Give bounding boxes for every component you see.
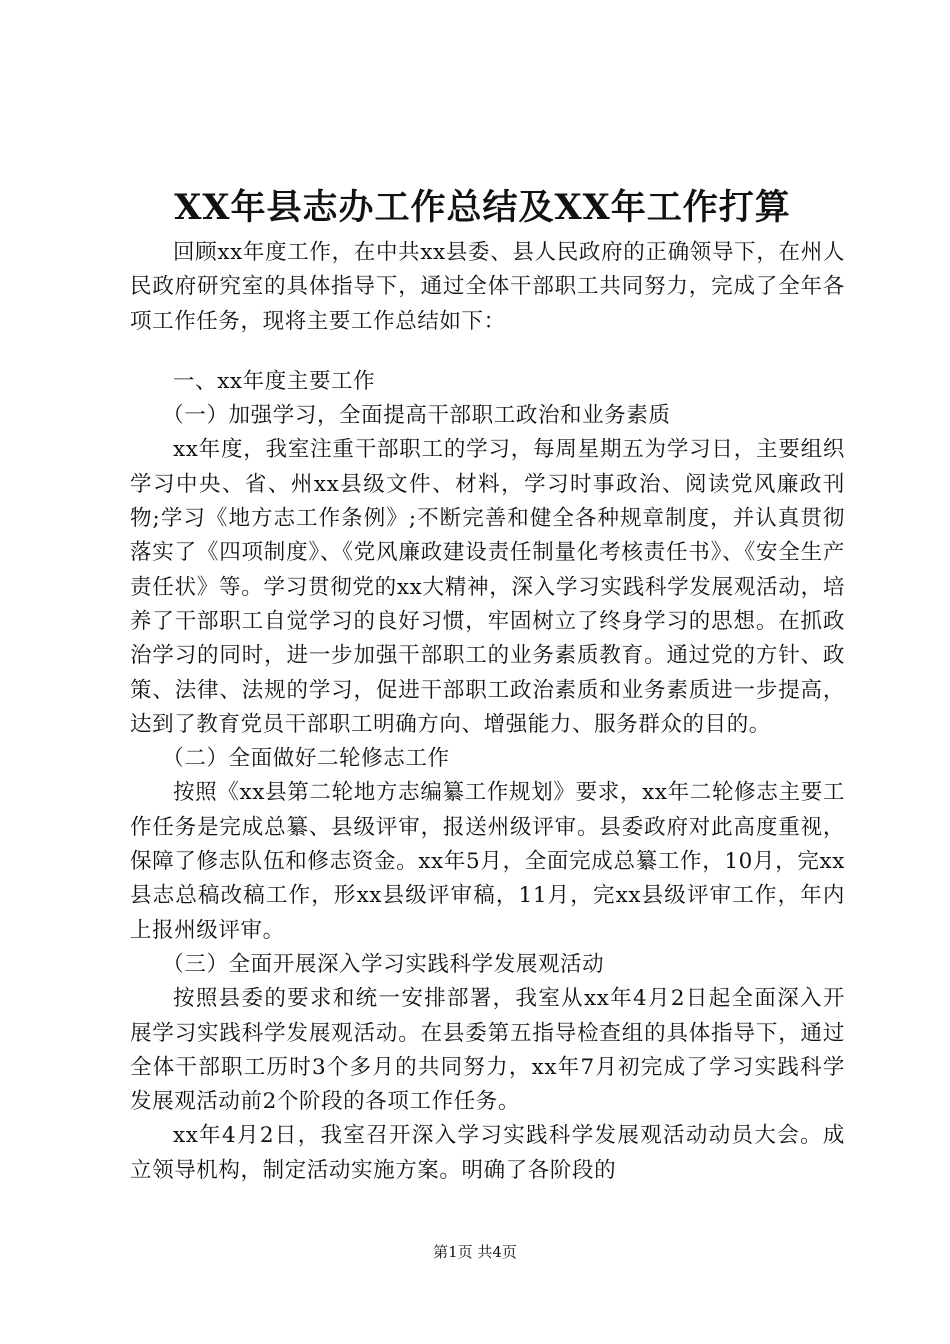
document-page xyxy=(130,183,845,1188)
section-heading-1: 一、xx年度主要工作 xyxy=(173,368,376,394)
subsection-heading-1: （一）加强学习，全面提高干部职工政治和业务素质 xyxy=(162,403,671,429)
document-title: XX年县志办工作总结及XX年工作打算 xyxy=(174,187,791,228)
paragraph-gap xyxy=(130,339,845,365)
subsection-heading-2: （二）全面做好二轮修志工作 xyxy=(162,746,450,772)
subsection-body-3b: xx年4月2日，我室召开深入学习实践科学发展观活动动员大会。成立领导机构，制定活动实施方案。明确了各阶段的 xyxy=(130,1123,845,1183)
subsection-body-2: 按照《xx县第二轮地方志编纂工作规划》要求，xx年二轮修志主要工作任务是完成总纂、县级评审，报送州级评审。县委政府对此高度重视，保障了修志队伍和修志资金。xx年5月，全面完成总纂工作，10月，完xx县志总稿改稿工作，形xx县级评审稿，11月，完xx县级评审工作，年内上报州级评审。 xyxy=(130,780,845,943)
page-footer: 第1页 共4页 xyxy=(433,1243,517,1261)
subsection-body-3a: 按照县委的要求和统一安排部署，我室从xx年4月2日起全面深入开展学习实践科学发展观活动。在县委第五指导检查组的具体指导下，通过全体干部职工历时3个多月的共同努力，xx年7月初完成了学习实践科学发展观活动前2个阶段的各项工作任务。 xyxy=(130,986,845,1115)
intro-paragraph: 回顾xx年度工作，在中共xx县委、县人民政府的正确领导下，在州人民政府研究室的具体指导下，通过全体干部职工共同努力，完成了全年各项工作任务，现将主要工作总结如下： xyxy=(130,240,845,334)
subsection-body-1: xx年度，我室注重干部职工的学习，每周星期五为学习日，主要组织学习中央、省、州xx县级文件、材料，学习时事政治、阅读党风廉政刊物;学习《地方志工作条例》;不断完善和健全各种规章制度，并认真贯彻落实了《四项制度》、《党风廉政建设责任制量化考核责任书》、《安全生产责任状》等。学习贯彻党的xx大精神，深入学习实践科学发展观活动，培养了干部职工自觉学习的良好习惯，牢固树立了终身学习的思想。在抓政治学习的同时，进一步加强干部职工的业务素质教育。通过党的方针、政策、法律、法规的学习，促进干部职工政治素质和业务素质进一步提高，达到了教育党员干部职工明确方向、增强能力、服务群众的目的。 xyxy=(130,437,845,737)
subsection-heading-3: （三）全面开展深入学习实践科学发展观活动 xyxy=(162,951,605,977)
